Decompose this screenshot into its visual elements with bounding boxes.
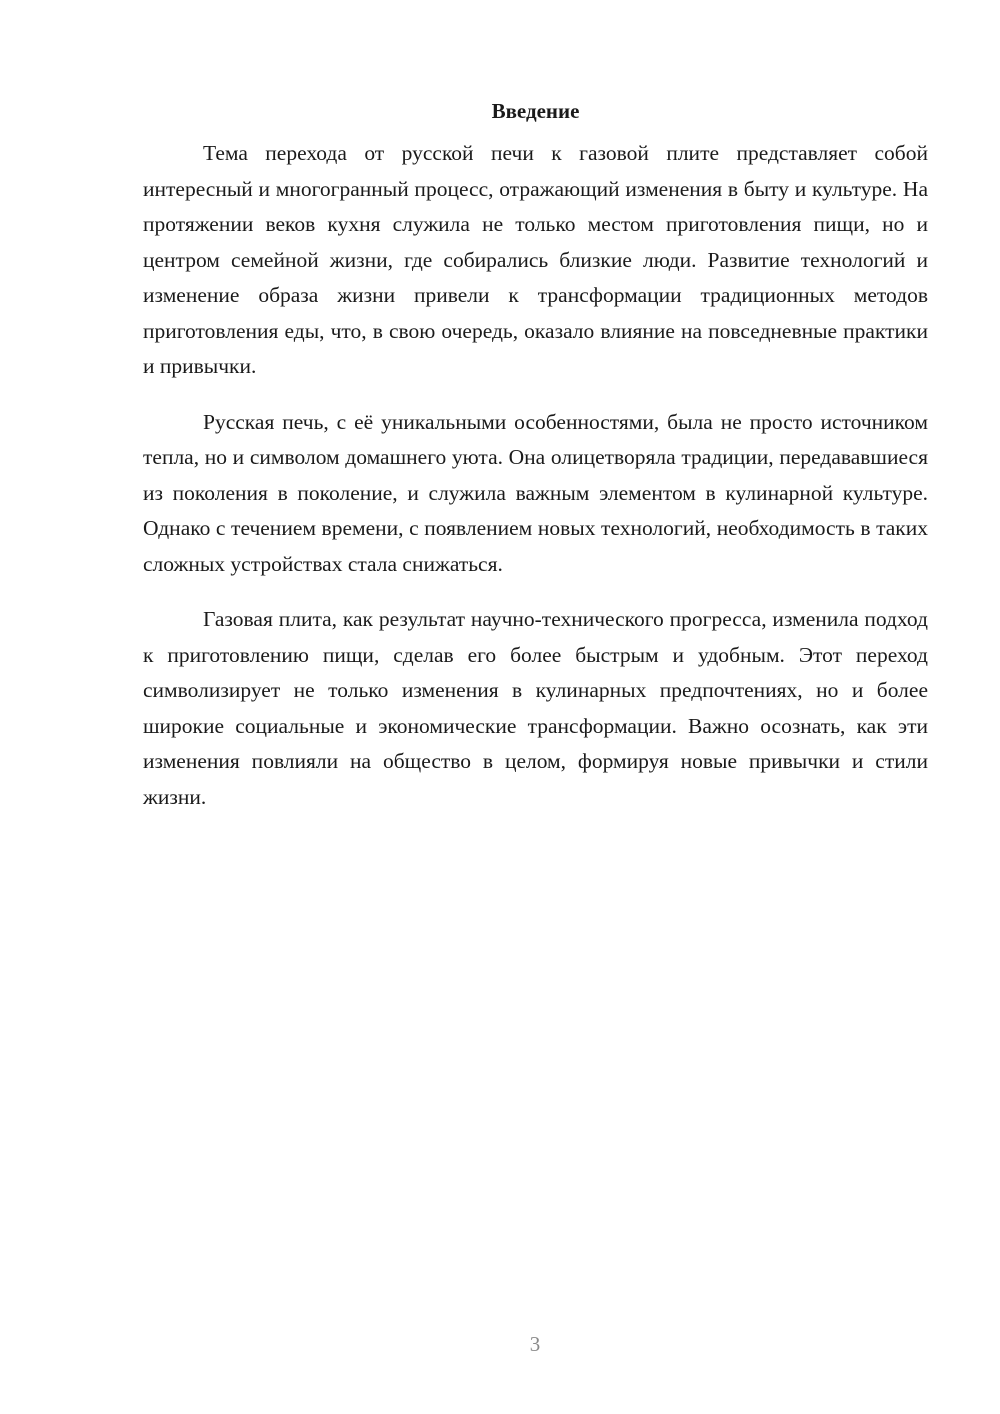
page-number: 3: [529, 1332, 541, 1356]
paragraph-1: Тема перехода от русской печи к газовой плите представляет собой интересный и многогранный процесс, отражающий изменения в быту и культуре. На протяжении веков кухня служила не только местом приготовления пищи, но и центром семейной жизни, где собирались близкие люди. Развитие технологий и изменение образа жизни привели к трансформации традиционных методов приготовления еды, что, в свою очередь, оказало влияние на повседневные практики и привычки.: [143, 141, 928, 378]
paragraph-3: Газовая плита, как результат научно-технического прогресса, изменила подход к приготовлению пищи, сделав его более быстрым и удобным. Этот переход символизирует не только изменения в кулинарных предпочтениях, но и более широкие социальные и экономические трансформации. Важно осознать, как эти изменения повлияли на общество в целом, формируя новые привычки и стили жизни.: [143, 607, 928, 809]
section-title: Введение: [491, 99, 580, 123]
page-content: [143, 96, 928, 835]
paragraph-2: Русская печь, с её уникальными особенностями, была не просто источником тепла, но и символом домашнего уюта. Она олицетворяла традиции, передававшиеся из поколения в поколение, и служила важным элементом в кулинарной культуре. Однако с течением времени, с появлением новых технологий, необходимость в таких сложных устройствах стала снижаться.: [143, 409, 928, 576]
